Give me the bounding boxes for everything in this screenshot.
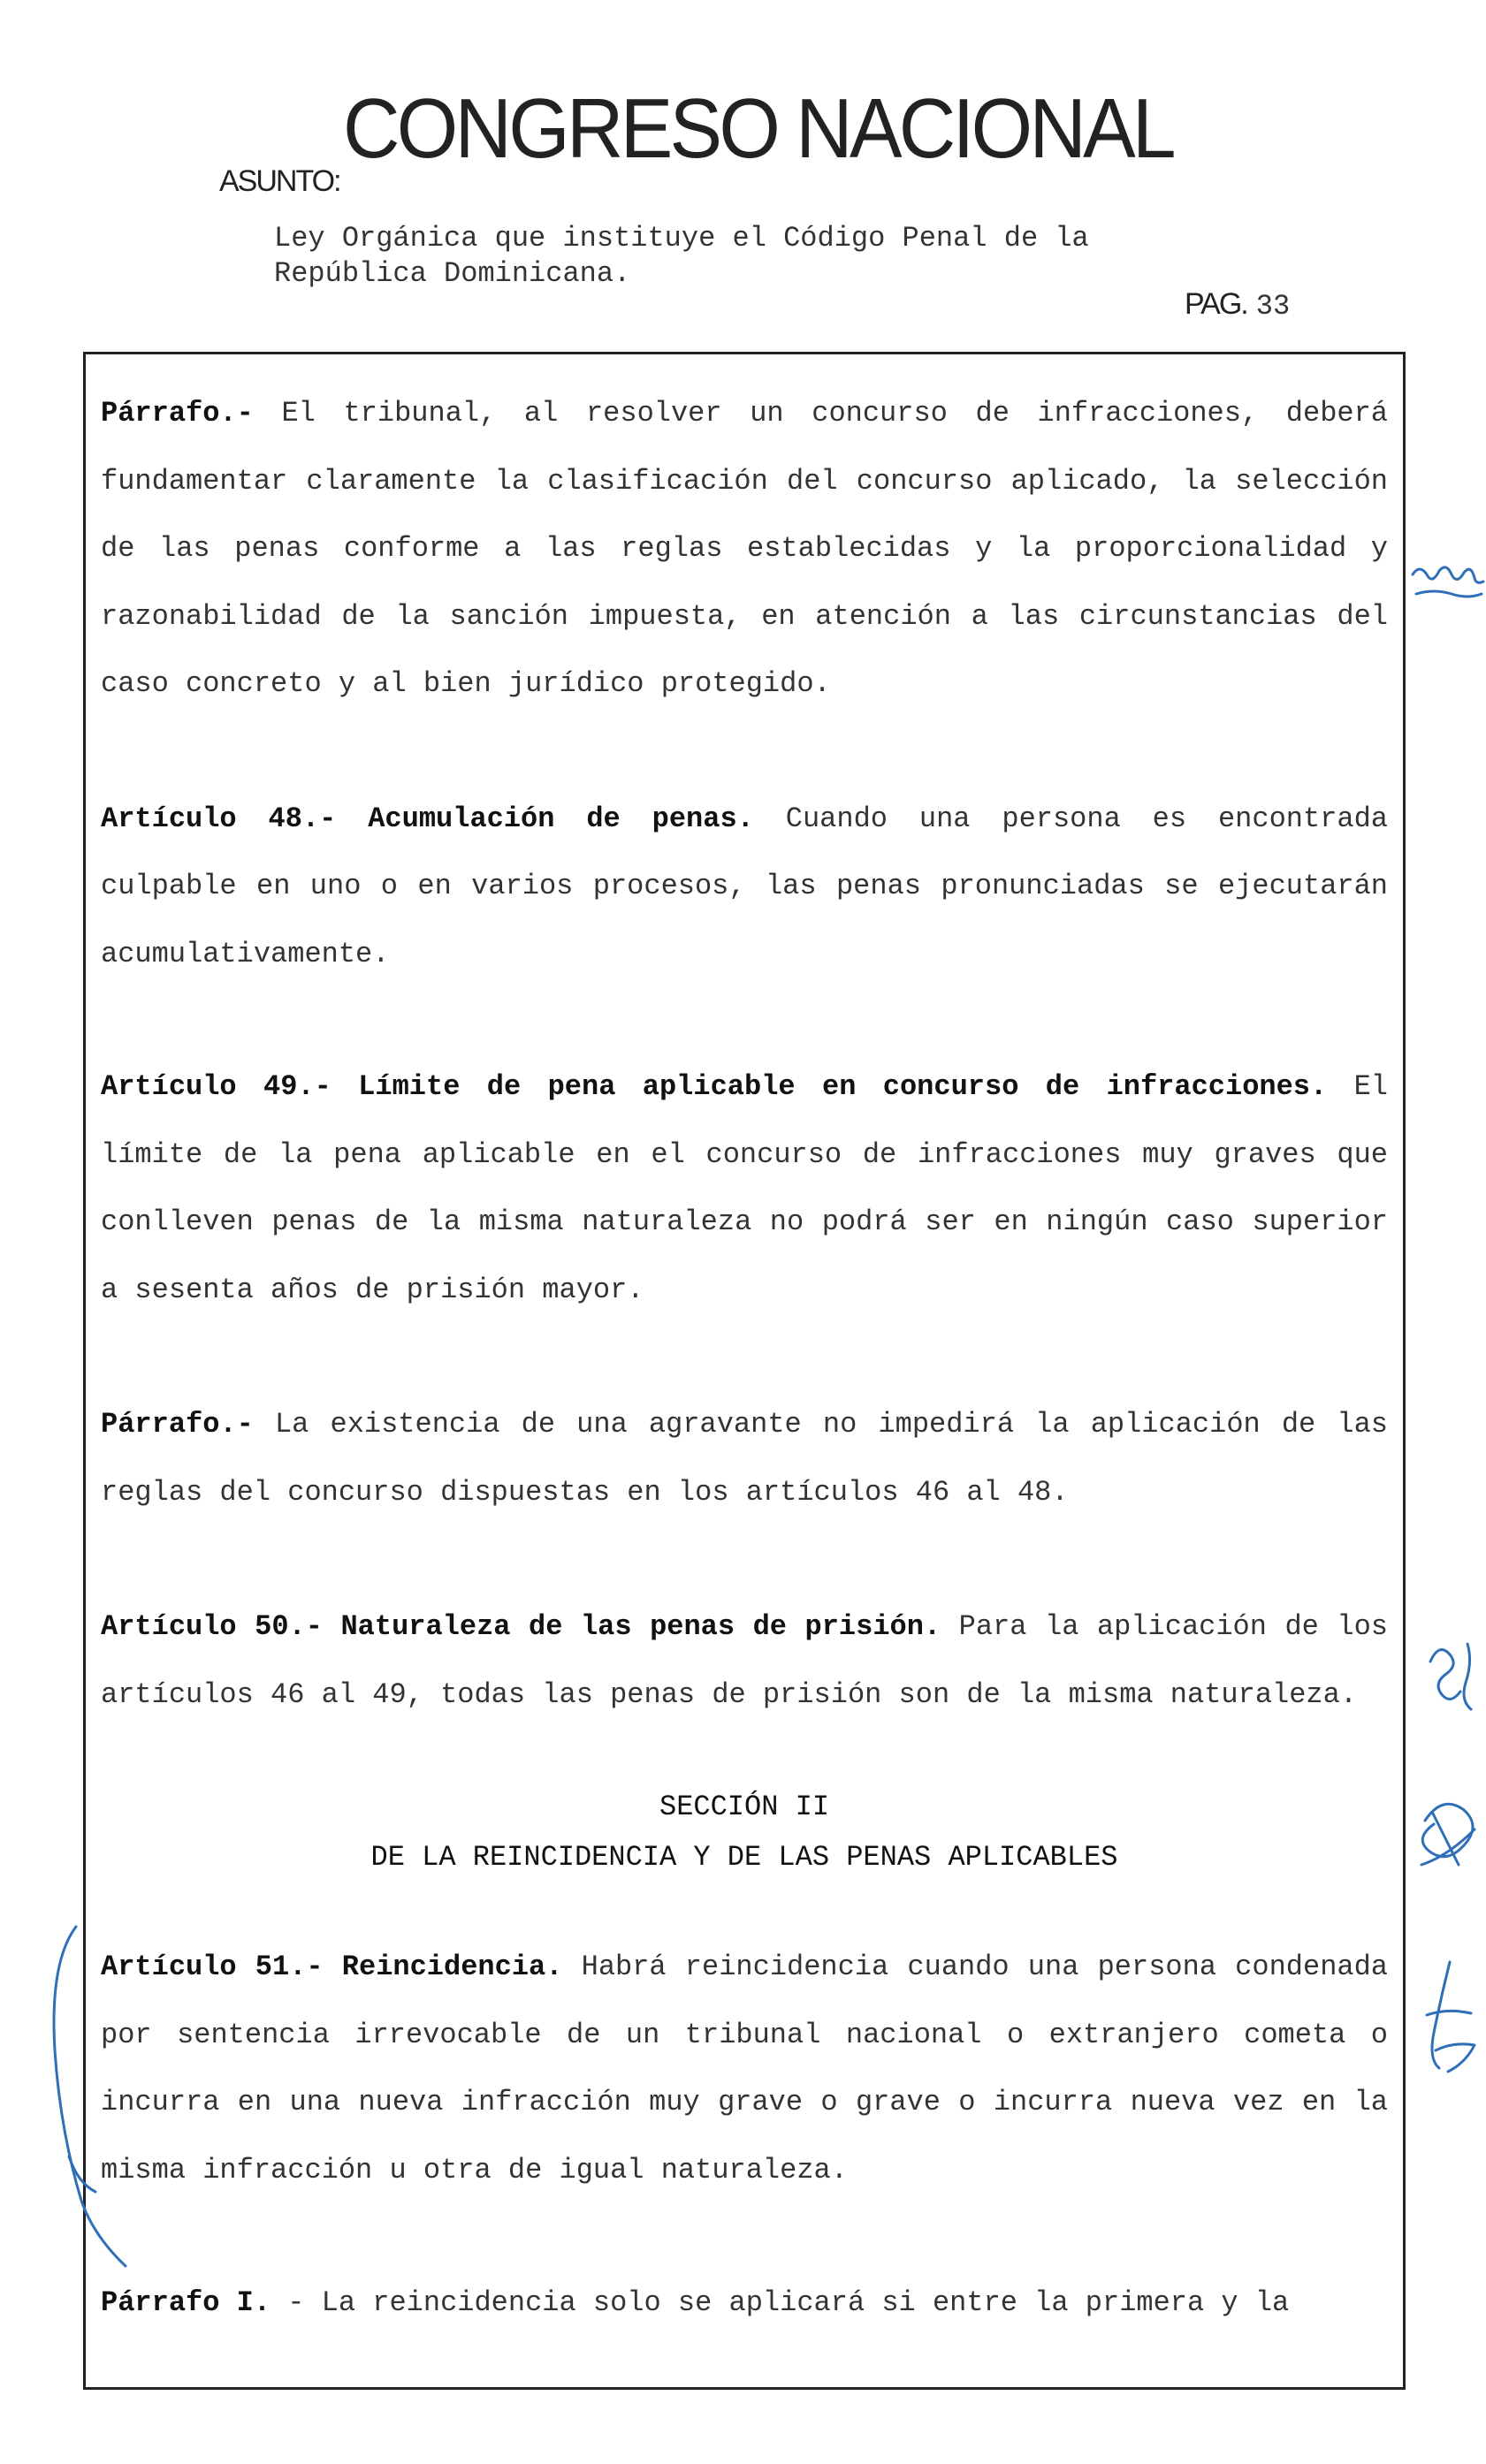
subject-line-1: Ley Orgánica que instituye el Código Penal de la: [274, 222, 1089, 255]
page-indicator: [1185, 287, 1290, 323]
section-title: SECCIÓN II: [659, 1791, 830, 1823]
article-text: El límite de la pena aplicable en el concurso de infracciones muy graves que conlleven penas de la misma naturaleza no podrá ser en ningún caso superior a sesenta años de prisión mayor.: [101, 1070, 1389, 1306]
initials-signature-2: [1430, 1644, 1471, 1709]
article-text: Para la aplicación de los artículos 46 al 49, todas las penas de prisión son de la misma naturaleza.: [101, 1610, 1389, 1711]
article-heading: Artículo 49.- Límite de pena aplicable en concurso de infracciones.: [101, 1070, 1328, 1103]
subject-line-2: República Dominicana.: [274, 257, 631, 290]
paragraph-heading: Párrafo.-: [101, 1408, 254, 1441]
paragraph-text: - La reincidencia solo se aplicará si entre la primera y la: [271, 2286, 1290, 2319]
article-48: [101, 786, 1388, 989]
page-label: PAG.: [1185, 287, 1247, 321]
asunto-label: ASUNTO:: [219, 164, 340, 198]
article-heading: Artículo 48.- Acumulación de penas.: [101, 802, 754, 835]
article-50: [101, 1593, 1388, 1729]
initials-signature-1: [1413, 567, 1483, 597]
subject-text: [274, 221, 1246, 292]
initials-signature-3: [1421, 1804, 1475, 1865]
paragraph-text: La existencia de una agravante no impedirá la aplicación de las reglas del concurso dispuestas en los artículos 46 al 48.: [101, 1408, 1388, 1509]
paragraph-heading: Párrafo I.: [101, 2286, 271, 2319]
paragraph-1: [101, 380, 1388, 719]
article-49: [101, 1053, 1388, 1324]
article-heading: Artículo 50.- Naturaleza de las penas de prisión.: [101, 1610, 941, 1643]
initials-signature-4: [1427, 1962, 1475, 2072]
article-text: Habrá reincidencia cuando una persona condenada por sentencia irrevocable de un tribunal nacional o extranjero cometa o incurra en una nueva infracción muy grave o grave o incurra nueva vez en la misma infracción u otra de igual naturaleza.: [101, 1951, 1389, 2186]
congress-title: CONGRESO NACIONAL: [343, 81, 1173, 176]
document-body: [101, 380, 1388, 2338]
section-subtitle: DE LA REINCIDENCIA Y DE LAS PENAS APLICABLES: [370, 1841, 1118, 1874]
page-number: 33: [1255, 290, 1291, 323]
article-51: [101, 1934, 1388, 2204]
paragraph-3: [101, 2270, 1388, 2338]
paragraph-text: El tribunal, al resolver un concurso de infracciones, deberá fundamentar claramente la clasificación del concurso aplicado, la selección de las penas conforme a las reglas establecidas y la proporcionalidad y razonabilidad de la sanción impuesta, en atención a las circunstancias del caso concreto y al bien jurídico protegido.: [101, 397, 1388, 700]
article-heading: Artículo 51.- Reincidencia.: [101, 1951, 563, 1983]
article-text: Cuando una persona es encontrada culpable en uno o en varios procesos, las penas pronunciadas se ejecutarán acumulativamente.: [101, 802, 1388, 970]
paragraph-2: [101, 1391, 1388, 1526]
paragraph-heading: Párrafo.-: [101, 397, 254, 430]
